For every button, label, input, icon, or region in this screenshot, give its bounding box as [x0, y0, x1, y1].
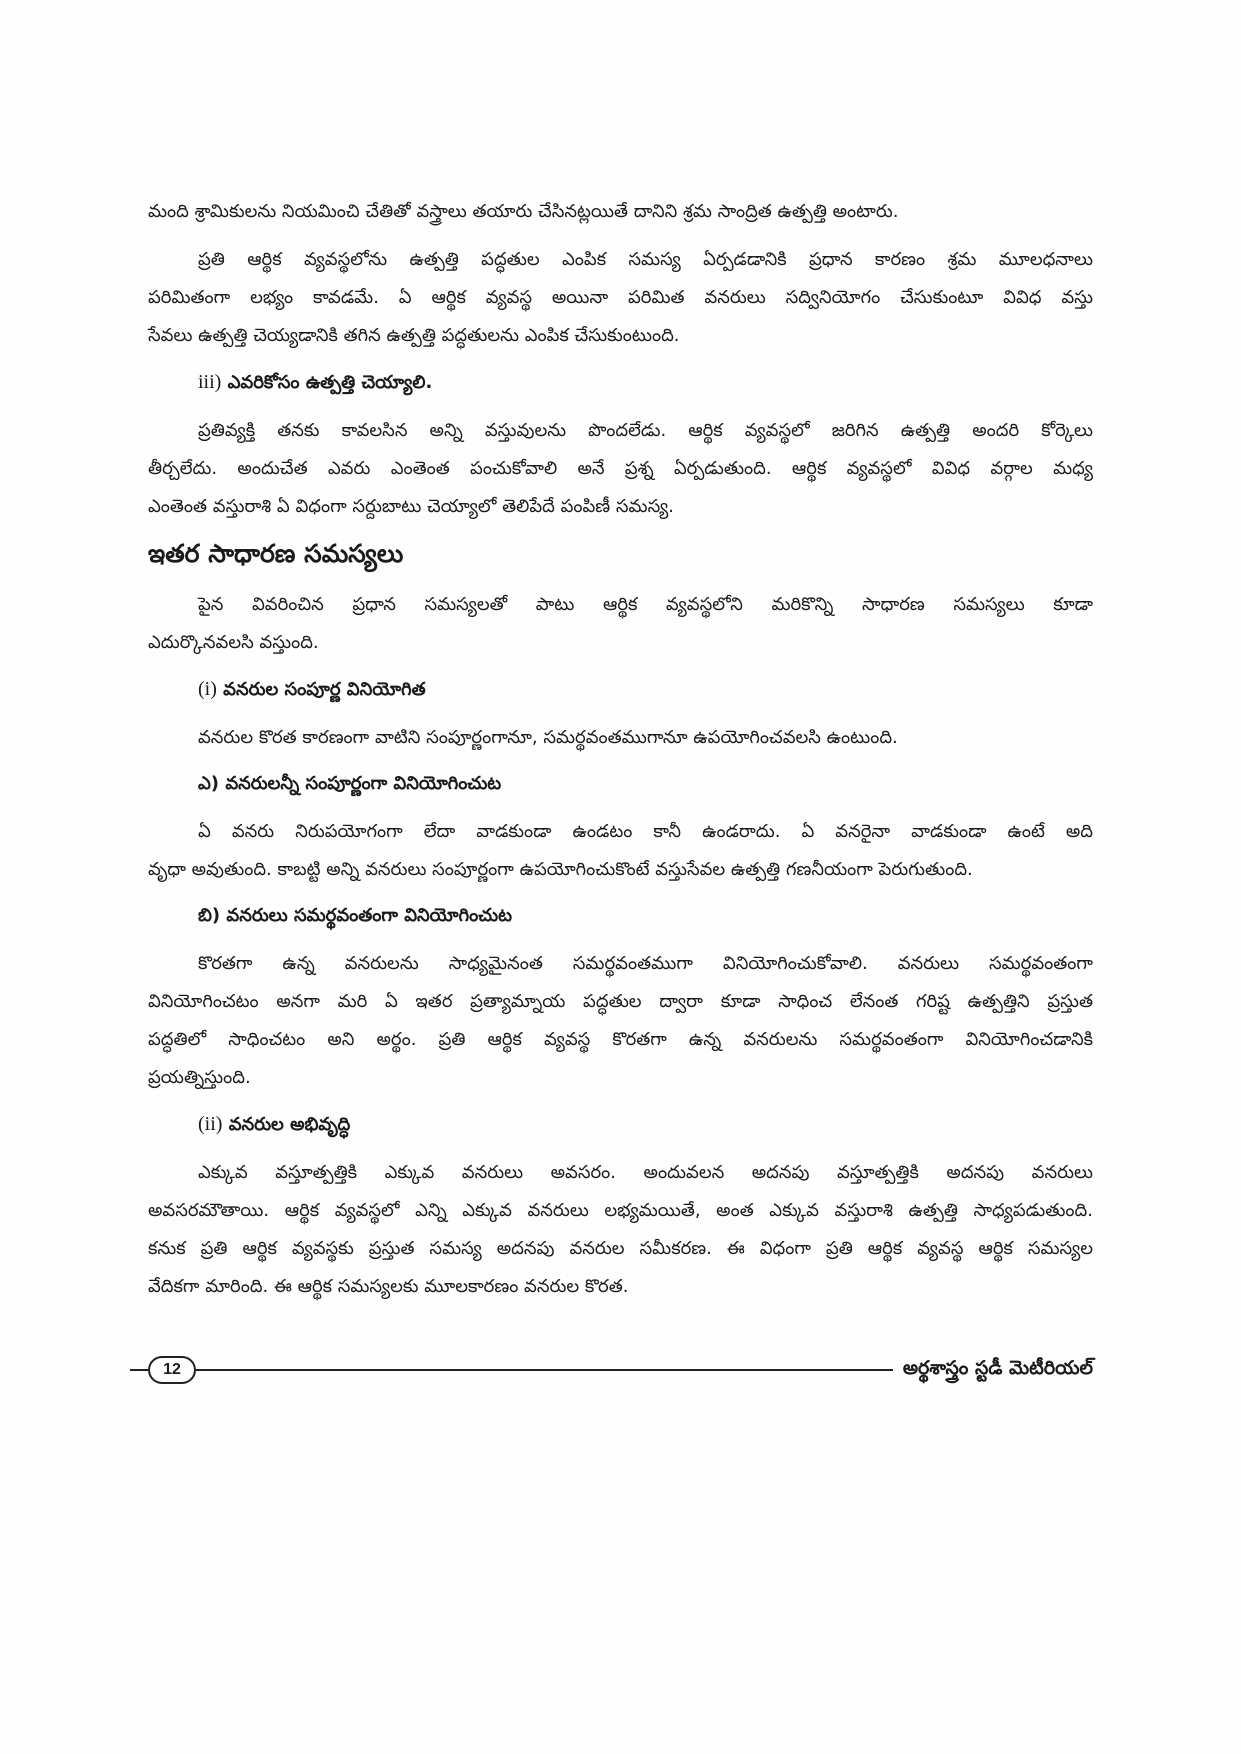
text-line: ఎదుర్కొనవలసి వస్తుంది.: [148, 632, 319, 653]
subheading-marker: (ii): [198, 1113, 223, 1135]
text-line: కొరతగా ఉన్న వనరులను సాధ్యమైనంత సమర్థవంతముగా వినియోగించుకోవాలి. వనరులు సమర్థవంతంగా: [198, 953, 1093, 974]
paragraph-production-methods: [148, 241, 1093, 355]
text-line: పరిమితంగా లభ్యం కావడమే. ఏ ఆర్థిక వ్యవస్థ అయినా పరిమిత వనరులు సద్వినియోగం చేసుకుంటూ వివిధ వస్తు: [148, 287, 1093, 308]
paragraph-full-utilization: [148, 719, 1093, 757]
text-line: ఎంతెంత వస్తురాశి ఏ విధంగా సర్దుబాటు చెయ్యాలో తెలిపేదే పంపిణీ సమస్య.: [148, 496, 674, 517]
footer-rule: [196, 1369, 893, 1371]
subheading-marker: బి): [198, 905, 221, 926]
subheading-marker: iii): [198, 371, 222, 393]
page-content: [148, 193, 1093, 1384]
text-line: ప్రతివ్యక్తి తనకు కావలసిన అన్ని వస్తువులను పొందలేడు. ఆర్థిక వ్యవస్థలో జరిగిన ఉత్పత్తి అందరి కోర్కెలు: [198, 420, 1093, 441]
subheading-ii: [148, 1105, 1093, 1144]
subheading-iii: [148, 363, 1093, 402]
paragraph-resource-development: [148, 1154, 1093, 1306]
text-line: ప్రతి ఆర్థిక వ్యవస్థలోను ఉత్పత్తి పద్ధతుల ఎంపిక సమస్య ఏర్పడడానికి ప్రధాన కారణం శ్రమ మూలధనాలు: [198, 249, 1093, 270]
paragraph-no-idle-resources: [148, 813, 1093, 889]
subheading-i: [148, 670, 1093, 709]
text-line: పైన వివరించిన ప్రధాన సమస్యలతో పాటు ఆర్థిక వ్యవస్థలోని మరికొన్ని సాధారణ సమస్యలు కూడా: [198, 594, 1093, 615]
subheading-title: వనరుల అభివృద్ధి: [228, 1114, 351, 1135]
subheading-title: వనరులన్నీ సంపూర్ణంగా వినియోగించుట: [225, 773, 502, 794]
text-line: వనరుల కొరత కారణంగా వాటిని సంపూర్ణంగానూ, సమర్థవంతముగానూ ఉపయోగించవలసి ఉంటుంది.: [198, 727, 898, 748]
text-line: ఏ వనరు నిరుపయోగంగా లేదా వాడకుండా ఉండటం కానీ ఉండరాదు. ఏ వనరైనా వాడకుండా ఉంటే అది: [198, 821, 1093, 842]
text-line: ఎక్కువ వస్తూత్పత్తికి ఎక్కువ వనరులు అవసరం. అందువలన అదనపు వస్తూత్పత్తికి అదనపు వనరులు: [198, 1162, 1093, 1183]
paragraph-other-problems: [148, 586, 1093, 662]
text-line: అవసరమౌతాయి. ఆర్థిక వ్యవస్థలో ఎన్ని ఎక్కువ వనరులు లభ్యమయితే, అంత ఎక్కువ వస్తురాశి ఉత్పత్తి సాధ్యపడుతుంది.: [148, 1200, 1093, 1221]
page-number: 12: [148, 1356, 196, 1384]
subheading-title: ఎవరికోసం ఉత్పత్తి చెయ్యాలి.: [227, 372, 433, 393]
text-line: సేవలు ఉత్పత్తి చెయ్యడానికి తగిన ఉత్పత్తి పద్ధతులను ఎంపిక చేసుకుంటుంది.: [148, 325, 680, 346]
footer-title: అర్థశాస్త్రం స్టడీ మెటీరియల్: [902, 1356, 1093, 1379]
paragraph-efficient-use: [148, 945, 1093, 1097]
page-footer: [130, 1356, 1093, 1384]
text-line: తీర్చలేదు. అందుచేత ఎవరు ఎంతెంత పంచుకోవాలి అనే ప్రశ్న ఏర్పడుతుంది. ఆర్థిక వ్యవస్థలో వివిధ వర్గాల మధ్య: [148, 458, 1093, 479]
subheading-b: [148, 897, 1093, 935]
subheading-marker: ఎ): [198, 773, 220, 794]
text-line: వేదికగా మారింది. ఈ ఆర్థిక సమస్యలకు మూలకారణం వనరుల కొరత.: [148, 1276, 629, 1297]
subheading-title: వనరులు సమర్థవంతంగా వినియోగించుట: [226, 905, 513, 926]
text-line: మంది శ్రామికులను నియమించి చేతితో వస్త్రాలు తయారు చేసినట్లయితే దానిని శ్రమ సాంద్రిత ఉత్పత్తి అంటారు.: [148, 201, 899, 222]
section-heading: ఇతర సాధారణ సమస్యలు: [148, 539, 404, 568]
text-line: వినియోగించటం అనగా మరి ఏ ఇతర ప్రత్యామ్నాయ పద్ధతుల ద్వారా కూడా సాధించ లేనంత గరిష్ట ఉత్పత్తిని ప్రస్తుత: [148, 991, 1093, 1012]
text-line: కనుక ప్రతి ఆర్థిక వ్యవస్థకు ప్రస్తుత సమస్య అదనపు వనరుల సమీకరణ. ఈ విధంగా ప్రతి ఆర్థిక వ్యవస్థ ఆర్థిక సమస్యల: [148, 1238, 1093, 1259]
subheading-a: [148, 765, 1093, 803]
text-line: పద్ధతిలో సాధించటం అని అర్థం. ప్రతి ఆర్థిక వ్యవస్థ కొరతగా ఉన్న వనరులను సమర్థవంతంగా వినియోగించడానికి: [148, 1029, 1093, 1050]
paragraph-distribution: [148, 412, 1093, 526]
footer-rule-left: [130, 1369, 148, 1371]
subheading-title: వనరుల సంపూర్ణ వినియోగిత: [223, 679, 426, 700]
subheading-marker: (i): [198, 678, 217, 700]
text-line: ప్రయత్నిస్తుంది.: [148, 1067, 251, 1088]
paragraph-continuation: [148, 193, 1093, 231]
text-line: వృధా అవుతుంది. కాబట్టి అన్ని వనరులు సంపూర్ణంగా ఉపయోగించుకొంటే వస్తుసేవల ఉత్పత్తి గణనీయంగా పెరుగుతుంది.: [148, 859, 973, 880]
